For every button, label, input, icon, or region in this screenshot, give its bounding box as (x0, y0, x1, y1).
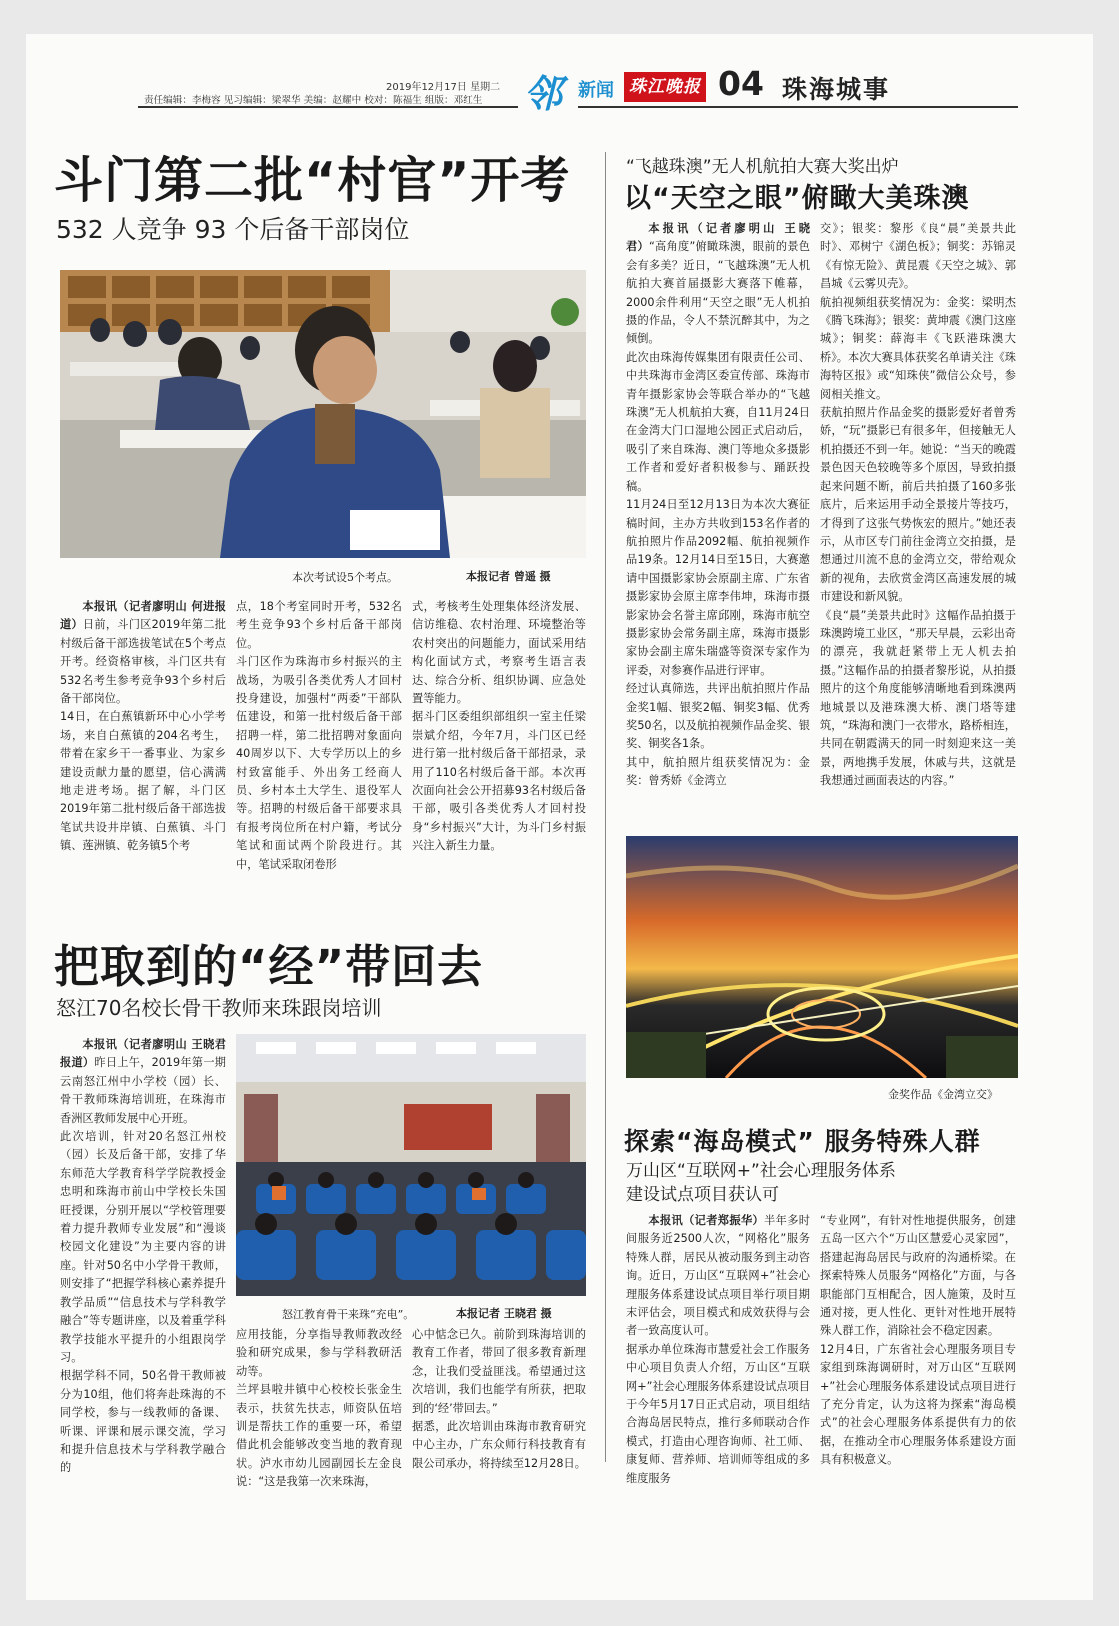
article3-photo-caption: 金奖作品《金湾立交》 (888, 1088, 998, 1101)
article2-col1-text: 昨日上午，2019年第一期云南怒江州中小学校（园）长、骨干教师珠海培训班，在珠海市香洲区教师发展中心开班。 此次培训，针对20名怒江州校（园）长及后备干部，安排了华东师范大学教育科学学院教授金忠明和珠海市前山中学校长朱国旺授课，分别开展以“学校管理要着力提升教师专业发展”和“漫谈校园文化建设”为主要内容的讲座。针对50名中小学骨干教师，则安排了“把握学科核心素养提升教学品质”“信息技术与学科教学融合”等专题讲座，以及着重学科教学技能水平提升的小组跟岗学习。 根据学科不同，50名骨干教师被分为10组，他们将奔赴珠海的不同学校，参与一线教师的备课、听课、评课和展示课交流，学习和提升信息技术与学科教学融合的 (60, 1056, 226, 1475)
paper-name-logo: 珠江晚报 (624, 72, 706, 102)
article3-col1-text: “高角度”俯瞰珠澳，眼前的景色会有多美？近日，“飞越珠澳”无人机航拍大赛首届摄影大赛落下帷幕，2000余件利用“天空之眼”无人机拍摄的作品，令人不禁沉醉其中，为之倾倒。 此次由珠海传媒集团有限责任公司、中共珠海市金湾区委宣传部、珠海市青年摄影家协会等联合举办的“飞越珠澳”无人机航拍大赛，自11月24日在金湾大门口湿地公园正式启动后，吸引了来自珠海、澳门等地众多摄影工作者和爱好者积极参与、踊跃投稿。 11月24日至12月13日为本次大赛征稿时间，主办方共收到153名作者的航拍照片作品2092幅、航拍视频作品19条。12月14日至15日，大赛邀请中国摄影家协会原副主席、广东省摄影家协会原主席李伟坤，珠海市摄影家协会名誉主席邱刚，珠海市航空摄影家协会常务副主席，珠海市摄影家协会副主席朱瑞盛等资深专家作为评委，对参赛作品进行评审。 经过认真筛选，共评出航拍照片作品金奖1幅、银奖2幅、铜奖3幅、优秀奖50名，以及航拍视频作品金奖、银奖、铜奖各1条。 其中，航拍照片组获奖情况为：金奖：曾秀娇《金湾立 (626, 240, 810, 788)
article3-kicker: “飞越珠澳”无人机航拍大赛大奖出炉 (626, 157, 899, 177)
article3-paragraph (626, 220, 810, 791)
article1-col3: 式，考核考生处理集体经济发展、信访维稳、农村治理、环境整治等农村突出的问题能力，面试采用结构化面试方式，考察考生语言表达、综合分析、组织协调、应急处置等能力。 据斗门区委组织部组织一室主任梁崇斌介绍，今年7月，斗门区已经进行第一批村级后备干部招录，录用了110名村级后备干部。本次再次面向社会公开招募93名村级后备干部，吸引各类优秀人才回村投身“乡村振兴”大计，为斗门乡村振兴注入新生力量。 (412, 600, 586, 853)
article4-lead: 本报讯（记者郑振华） (648, 1214, 765, 1227)
article2-photo (236, 1034, 586, 1296)
article4-col1 (626, 1212, 810, 1500)
article2-paragraph (60, 1036, 226, 1478)
article4-headline: 探索“海岛模式” 服务特殊人群 (624, 1127, 981, 1156)
editors-line: 责任编辑：李梅容 见习编辑：梁翠华 美编：赵耀中 校对：陈福生 组版：邓红生 (144, 95, 483, 106)
article2-subhead: 怒江70名校长骨干教师来珠跟岗培训 (56, 996, 382, 1020)
training-room-illustration (236, 1034, 586, 1296)
article2-col2: 应用技能，分享指导教师教改经验和研究成果，参与学科教研活动等。 兰坪县啦井镇中心校校长张金生表示，扶贫先扶志，师资队伍培训是帮扶工作的重要一环，希望借此机会能够改变当地的教育现状。泸水市幼儿园副园长左金良说：“这是我第一次来珠海， (236, 1328, 402, 1489)
article3-headline: 以“天空之眼”俯瞰大美珠澳 (624, 183, 970, 214)
article1-col2: 点，18个考室同时开考，532名考生竞争93个乡村后备干部岗位。 斗门区作为珠海市乡村振兴的主战场，为吸引各类优秀人才回村投身建设，加强村“两委”干部队伍建设，和第一批村级后备干部招聘一样，第二批招聘对象面向40周岁以下、大专学历以上的乡村致富能手、外出务工经商人员、乡村本土大学生、退役军人等。招聘的村级后备干部要求具有报考岗位所在村户籍，考试分笔试和面试两个阶段进行。其中，笔试采取闭卷形 (236, 600, 402, 871)
article2-photo-caption: 怒江教育骨干来珠“充电”。 (282, 1308, 415, 1321)
page-number: 04 (718, 64, 764, 103)
article3-lead: 本报讯（记者廖明山 王晓君） (626, 222, 810, 254)
date-line: 2019年12月17日 星期二 (386, 82, 501, 93)
article4-subhead-1: 万山区“互联网+”社会心理服务体系 (626, 1161, 896, 1181)
article1-photo (60, 270, 586, 558)
section-logo-icon: 邻 (524, 72, 563, 116)
article3-col1 (626, 220, 810, 820)
masthead-rule-right (578, 106, 1018, 108)
article1-col1-text: 日前，斗门区2019年第二批村级后备干部选拔笔试在5个考点开考。经资格审核，斗门区共有532名考生参考竞争93个乡村后备干部岗位。 14日，在白蕉镇新环中心小学考场，来自白蕉镇的204名考生，带着在家乡干一番事业、为家乡建设贡献力量的愿望，信心满满地走进考场。据了解，斗门区2019年第二批村级后备干部选拔笔试共设井岸镇、白蕉镇、斗门镇、莲洲镇、乾务镇5个考 (60, 618, 226, 853)
exam-room-illustration (60, 270, 586, 558)
article2-photo-credit: 本报记者 王晓君 摄 (456, 1307, 552, 1320)
article1-lead: 本报讯（记者廖明山 何进报道） (60, 600, 226, 632)
section-label: 新闻 (578, 80, 614, 101)
article4-paragraph (626, 1212, 810, 1488)
article1-paragraph (60, 598, 226, 856)
article1-headline: 斗门第二批“村官”开考 (54, 152, 571, 209)
article1-photo-credit: 本报记者 曾遥 摄 (466, 570, 551, 583)
article1-col1 (60, 598, 226, 912)
article3-col2: 交》；银奖：黎彤《良“晨”美景共此时》、邓树宁《湖色板》；铜奖：苏锦灵《有惊无险》、黄昆震《天空之城》、郭昌城《云雾贝壳》。 航拍视频组获奖情况为：金奖：梁明杰《腾飞珠海》；银奖：黄坤震《澳门这座城》；铜奖：薛海丰《飞跃港珠澳大桥》。本次大赛具体获奖名单请关注《珠海特区报》或“知珠侠”微信公众号，参阅相关推文。 获航拍照片作品金奖的摄影爱好者曾秀娇，“玩”摄影已有很多年，但接触无人机拍摄还不到一年。她说：“当天的晚霞景色因天色较晚等多个原因，导致拍摄起来问题不断，前后共拍摄了160多张底片，后来运用手动全景接片等技巧，才得到了这张气势恢宏的照片。”她还表示，从市区专门前往金湾立交拍摄，是想通过川流不息的金湾立交，带给观众新的视角，去欣赏金湾区高速发展的城市建设和新风貌。 《良“晨”美景共此时》这幅作品拍摄于珠澳跨境工业区，“那天早晨，云彩出奇的漂亮，我就赶紧带上无人机去拍摄。”这幅作品的拍摄者黎彤说，从拍摄照片的这个角度能够清晰地看到珠澳两地城景以及港珠澳大桥、澳门塔等建筑，“珠海和澳门一衣带水，路桥相连，共同在朝霞满天的同一时刻迎来这一美景，两地携手发展，休戚与共，这就是我想通过画面表达的内容。” (820, 222, 1016, 788)
article1-photo-caption: 本次考试设5个考点。 (292, 571, 398, 584)
article4-col2: “专业网”，有针对性地提供服务，创建五岛一区六个“万山区慧爱心灵家园”，搭建起海岛居民与政府的沟通桥梁。在探索特殊人员服务“网格化”方面，与各职能部门互相配合，因人施策，及时互通对接，更人性化、更针对性地开展特殊人群工作，消除社会不稳定因素。 12月4日，广东省社会心理服务项目专家组到珠海调研时，对万山区“互联网+”社会心理服务体系建设试点项目进行了充分肯定，认为这将为探索“海岛模式”的社会心理服务体系提供有力的依据，在推动全市心理服务体系建设方面具有积极意义。 (820, 1214, 1016, 1467)
article2-lead: 本报讯（记者廖明山 王晓君报道） (60, 1038, 226, 1070)
masthead-rule-left (138, 106, 518, 108)
article3-photo (626, 836, 1018, 1078)
article2-col3: 心中惦念已久。前阶到珠海培训的教育工作者，带回了很多教育新理念，让我们受益匪浅。希望通过这次培训，我们也能学有所获，把取到的‘经’带回去。” 据悉，此次培训由珠海市教育研究中心主办，广东众师行科技教育有限公司承办，将持续至12月28日。 (412, 1328, 586, 1470)
page-section-title: 珠海城事 (782, 75, 891, 104)
article4-subhead-2: 建设试点项目获认可 (626, 1185, 779, 1205)
article2-headline: 把取到的“经”带回去 (54, 940, 484, 993)
newspaper-page (26, 34, 1093, 1600)
column-divider (605, 152, 606, 1462)
article4-col1-text: 半年多时间服务近2500人次，“网格化”服务特殊人群，居民从被动服务到主动咨询。近日，万山区“互联网+”社会心理服务体系建设试点项目举行项目期末评估会，项目模式和成效获得与会者一致高度认可。 据承办单位珠海市慧爱社会工作服务中心项目负责人介绍，万山区“互联网+”社会心理服务体系建设试点项目于今年5月17日正式启动，项目组结合海岛居民特点，推行多师联动合作模式，打造由心理咨询师、社工师、康复师、营养师、培训师等组成的多维度服务 (626, 1214, 810, 1485)
article2-col1 (60, 1036, 226, 1500)
interchange-aerial-illustration (626, 836, 1018, 1078)
article1-subhead: 532 人竞争 93 个后备干部岗位 (56, 215, 410, 244)
